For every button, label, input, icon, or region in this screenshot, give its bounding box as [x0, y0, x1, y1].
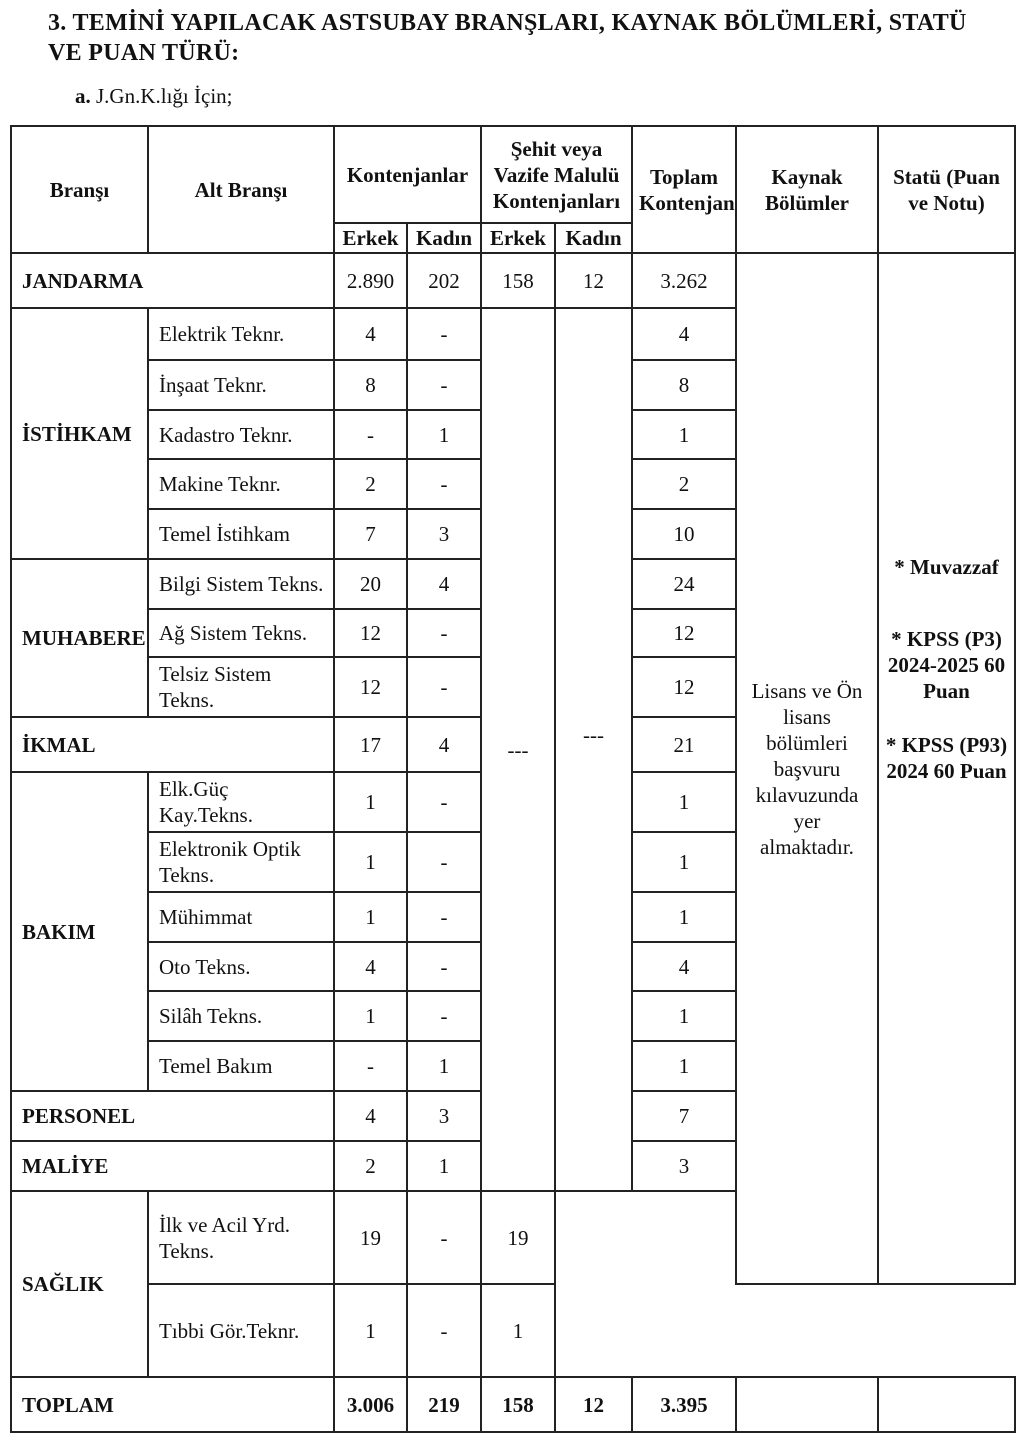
kadin-cell: - — [407, 360, 481, 410]
subsection-text: J.Gn.K.lığı İçin; — [90, 84, 233, 108]
toplam-cell: 7 — [632, 1091, 736, 1141]
erkek-cell: 12 — [334, 609, 407, 657]
erkek-cell: 12 — [334, 657, 407, 717]
sub-branch-cell: Elk.Güç Kay.Tekns. — [148, 772, 334, 832]
header-toplam: Toplam Kontenjan — [632, 126, 736, 253]
branch-cell: MUHABERE — [11, 559, 148, 717]
sub-branch-cell: Elektrik Teknr. — [148, 308, 334, 360]
sehit-erkek-cell: 158 — [481, 253, 555, 308]
sehit-kadin-cell: 12 — [555, 253, 632, 308]
toplam-cell: 3.262 — [632, 253, 736, 308]
sub-branch-cell: Temel Bakım — [148, 1041, 334, 1091]
erkek-cell: 4 — [334, 1091, 407, 1141]
erkek-cell: 8 — [334, 360, 407, 410]
branch-cell: SAĞLIK — [11, 1191, 148, 1377]
sub-branch-cell: Temel İstihkam — [148, 509, 334, 559]
kadin-cell: - — [407, 657, 481, 717]
toplam-cell: 1 — [632, 772, 736, 832]
kadin-cell: - — [407, 308, 481, 360]
toplam-cell: 3.395 — [632, 1377, 736, 1432]
sub-branch-cell: Kadastro Teknr. — [148, 410, 334, 459]
kadin-cell: - — [407, 892, 481, 942]
sub-branch-cell: İlk ve Acil Yrd. Tekns. — [148, 1191, 334, 1284]
erkek-cell: 1 — [334, 772, 407, 832]
sub-branch-cell: Tıbbi Gör.Teknr. — [148, 1284, 334, 1377]
kadin-cell: - — [407, 991, 481, 1041]
erkek-cell: - — [334, 410, 407, 459]
subsection-heading — [75, 84, 233, 109]
erkek-cell: 1 — [334, 892, 407, 942]
toplam-cell: 4 — [632, 942, 736, 991]
branch-cell: JANDARMA — [11, 253, 334, 308]
sehit-erkek-cell: 158 — [481, 1377, 555, 1432]
header-sehit: Şehit veya Vazife Malulü Kontenjanları — [481, 126, 632, 223]
kadin-cell: 1 — [407, 1041, 481, 1091]
kadin-cell: 1 — [407, 410, 481, 459]
toplam-cell: 10 — [632, 509, 736, 559]
subsection-prefix: a. — [75, 84, 91, 108]
erkek-cell: 17 — [334, 717, 407, 772]
sub-branch-cell: Bilgi Sistem Tekns. — [148, 559, 334, 609]
toplam-cell: 12 — [632, 657, 736, 717]
toplam-cell: 1 — [632, 832, 736, 892]
toplam-cell: 21 — [632, 717, 736, 772]
erkek-cell: 4 — [334, 942, 407, 991]
header-sehit-erkek: Erkek — [481, 223, 555, 253]
toplam-cell: 4 — [632, 308, 736, 360]
toplam-cell: 19 — [481, 1191, 555, 1284]
kadin-cell: - — [407, 1191, 481, 1284]
empty-kaynak-cell — [736, 1377, 878, 1432]
empty-statu-cell — [878, 1377, 1015, 1432]
toplam-cell: 8 — [632, 360, 736, 410]
erkek-cell: 20 — [334, 559, 407, 609]
kadin-cell: 202 — [407, 253, 481, 308]
header-alt-bransi: Alt Branşı — [148, 126, 334, 253]
toplam-cell: 1 — [632, 410, 736, 459]
total-row — [11, 1377, 1015, 1432]
sub-branch-cell: Makine Teknr. — [148, 459, 334, 509]
sub-branch-cell: Silâh Tekns. — [148, 991, 334, 1041]
branch-cell: TOPLAM — [11, 1377, 334, 1432]
kaynak-cell — [736, 253, 878, 1284]
kadin-cell: 219 — [407, 1377, 481, 1432]
erkek-cell: 2 — [334, 459, 407, 509]
toplam-cell: 1 — [632, 991, 736, 1041]
statu-kpss-p3: * KPSS (P3) 2024-2025 60 Puan — [887, 626, 1006, 703]
statu-muvazzaf: * Muvazzaf — [894, 554, 999, 579]
toplam-cell: 12 — [632, 609, 736, 657]
erkek-cell: 3.006 — [334, 1377, 407, 1432]
sub-branch-cell: Ağ Sistem Tekns. — [148, 609, 334, 657]
sub-branch-cell: Telsiz Sistem Tekns. — [148, 657, 334, 717]
branch-cell: MALİYE — [11, 1141, 334, 1191]
header-kontenjanlar: Kontenjanlar — [334, 126, 481, 223]
header-statu: Statü (Puan ve Notu) — [878, 126, 1015, 253]
header-bransi: Branşı — [11, 126, 148, 253]
header-kadin: Kadın — [407, 223, 481, 253]
statu-kpss-p93: * KPSS (P93) 2024 60 Puan — [885, 732, 1008, 783]
erkek-cell: 1 — [334, 832, 407, 892]
table-row — [11, 253, 1015, 308]
erkek-cell: 19 — [334, 1191, 407, 1284]
sehit-kadin-dash: --- — [555, 308, 632, 1191]
header-erkek: Erkek — [334, 223, 407, 253]
kadin-cell: - — [407, 1284, 481, 1377]
quota-table — [10, 125, 1016, 1433]
kadin-cell: - — [407, 832, 481, 892]
branch-cell: İSTİHKAM — [11, 308, 148, 559]
erkek-cell: 2.890 — [334, 253, 407, 308]
kadin-cell: - — [407, 459, 481, 509]
toplam-cell: 24 — [632, 559, 736, 609]
erkek-cell: 1 — [334, 1284, 407, 1377]
kadin-cell: 3 — [407, 509, 481, 559]
kadin-cell: - — [407, 772, 481, 832]
table-row — [11, 1284, 1015, 1377]
branch-cell: İKMAL — [11, 717, 334, 772]
kadin-cell: 3 — [407, 1091, 481, 1141]
toplam-cell: 1 — [632, 1041, 736, 1091]
toplam-cell: 2 — [632, 459, 736, 509]
erkek-cell: 1 — [334, 991, 407, 1041]
erkek-cell: 4 — [334, 308, 407, 360]
sub-branch-cell: Mühimmat — [148, 892, 334, 942]
sub-branch-cell: Oto Tekns. — [148, 942, 334, 991]
header-sehit-kadin: Kadın — [555, 223, 632, 253]
kadin-cell: 1 — [407, 1141, 481, 1191]
erkek-cell: 2 — [334, 1141, 407, 1191]
sehit-kadin-cell: 12 — [555, 1377, 632, 1432]
kadin-cell: - — [407, 942, 481, 991]
erkek-cell: - — [334, 1041, 407, 1091]
sub-branch-cell: Elektronik Optik Tekns. — [148, 832, 334, 892]
kadin-cell: - — [407, 609, 481, 657]
sehit-erkek-dash: --- — [481, 308, 555, 1191]
statu-cell — [878, 253, 1015, 1284]
kadin-cell: 4 — [407, 717, 481, 772]
toplam-cell: 3 — [632, 1141, 736, 1191]
header-kaynak: Kaynak Bölümler — [736, 126, 878, 253]
sub-branch-cell: İnşaat Teknr. — [148, 360, 334, 410]
branch-cell: PERSONEL — [11, 1091, 334, 1141]
toplam-cell: 1 — [632, 892, 736, 942]
erkek-cell: 7 — [334, 509, 407, 559]
kaynak-text: Lisans ve Ön lisans bölümleri başvuru kılavuzunda yer almaktadır. — [751, 678, 863, 859]
toplam-cell: 1 — [481, 1284, 555, 1377]
section-heading: 3. TEMİNİ YAPILACAK ASTSUBAY BRANŞLARI, KAYNAK BÖLÜMLERİ, STATÜ VE PUAN TÜRÜ: — [48, 10, 967, 66]
branch-cell: BAKIM — [11, 772, 148, 1091]
kadin-cell: 4 — [407, 559, 481, 609]
